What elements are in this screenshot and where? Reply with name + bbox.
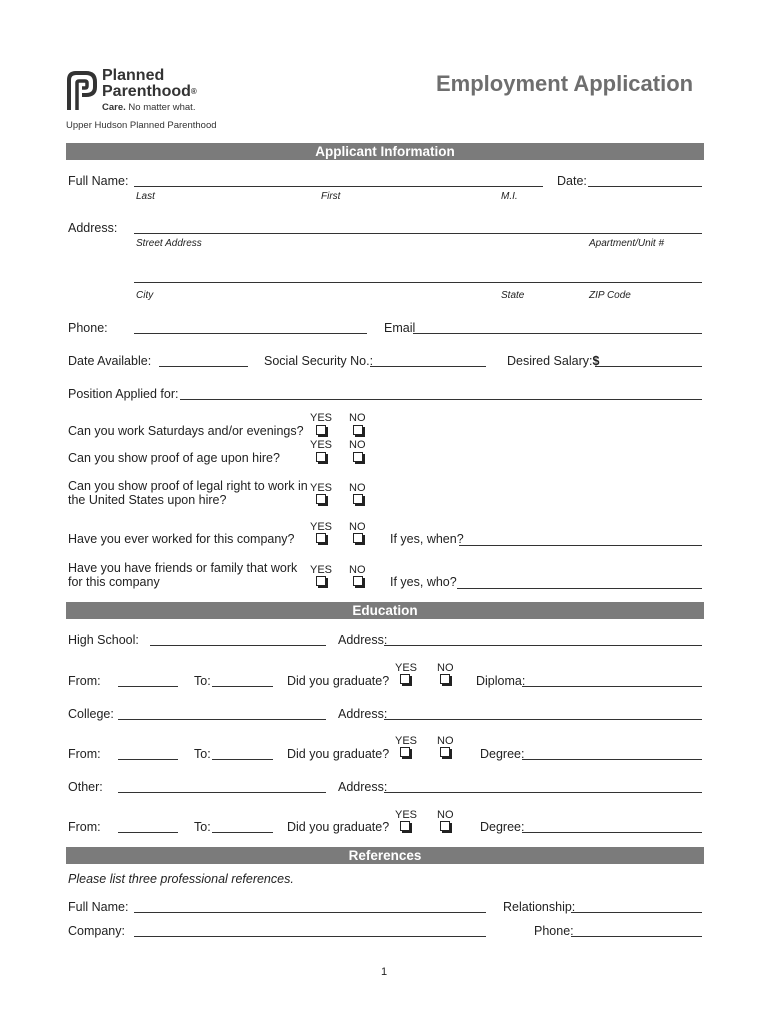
street-address-hint: Street Address	[136, 238, 202, 249]
q3-no-label: NO	[349, 482, 366, 494]
question-friends-family-line2: for this company	[68, 575, 160, 589]
hs-no-checkbox[interactable]	[440, 674, 450, 684]
worked-when-label: If yes, when?	[390, 532, 464, 546]
friends-who-field[interactable]	[457, 588, 702, 589]
other-to-field[interactable]	[212, 832, 273, 833]
apartment-hint: Apartment/Unit #	[589, 238, 665, 249]
zip-code-hint: ZIP Code	[589, 290, 631, 301]
section-applicant-information: Applicant Information	[66, 143, 704, 160]
org-name-line2: Parenthood	[102, 83, 191, 100]
other-from-label: From:	[68, 820, 101, 834]
question-worked-here: Have you ever worked for this company?	[68, 532, 295, 546]
first-name-hint: First	[321, 191, 341, 202]
salary-currency: $	[592, 354, 600, 368]
question-proof-of-age: Can you show proof of age upon hire?	[68, 451, 280, 465]
org-name	[102, 68, 197, 100]
diploma-field[interactable]	[522, 686, 702, 687]
registered-mark: ®	[190, 87, 197, 96]
org-name-line1: Planned	[102, 67, 165, 84]
reference-full-name-field[interactable]	[134, 912, 486, 913]
other-degree-field[interactable]	[522, 832, 702, 833]
date-label: Date:	[557, 174, 587, 188]
q4-no-checkbox[interactable]	[353, 533, 363, 543]
college-from-label: From:	[68, 747, 101, 761]
desired-salary-label	[507, 354, 599, 368]
affiliate-name: Upper Hudson Planned Parenthood	[66, 120, 217, 131]
reference-phone-label: Phone:	[534, 924, 574, 938]
q2-yes-checkbox[interactable]	[316, 452, 326, 462]
phone-field[interactable]	[134, 333, 367, 334]
q2-yes-label: YES	[310, 439, 333, 451]
q1-yes-label: YES	[310, 412, 333, 424]
last-name-hint: Last	[136, 191, 155, 202]
q1-yes-checkbox[interactable]	[316, 425, 326, 435]
references-instructions: Please list three professional references.	[68, 872, 294, 886]
high-school-label: High School:	[68, 633, 139, 647]
q5-no-label: NO	[349, 564, 366, 576]
other-degree-label: Degree:	[480, 820, 525, 834]
q1-no-label: NO	[349, 412, 366, 424]
college-field[interactable]	[118, 719, 326, 720]
tagline	[102, 102, 195, 113]
college-to-label: To:	[194, 747, 211, 761]
high-school-address-field[interactable]	[384, 645, 702, 646]
hs-yes-label: YES	[395, 662, 418, 674]
college-address-label: Address:	[338, 707, 388, 721]
q3-no-checkbox[interactable]	[353, 494, 363, 504]
q5-yes-checkbox[interactable]	[316, 576, 326, 586]
hs-to-label: To:	[194, 674, 211, 688]
q5-no-checkbox[interactable]	[353, 576, 363, 586]
other-to-label: To:	[194, 820, 211, 834]
hs-from-label: From:	[68, 674, 101, 688]
question-legal-right-line2: the United States upon hire?	[68, 493, 227, 507]
hs-graduate-label: Did you graduate?	[287, 674, 390, 688]
q3-yes-label: YES	[310, 482, 333, 494]
desired-salary-text: Desired Salary:	[507, 354, 593, 368]
company-field[interactable]	[134, 936, 486, 937]
other-no-label: NO	[437, 809, 454, 821]
hs-from-field[interactable]	[118, 686, 178, 687]
other-no-checkbox[interactable]	[440, 821, 450, 831]
position-label: Position Applied for:	[68, 387, 179, 401]
other-label: Other:	[68, 780, 103, 794]
company-label: Company:	[68, 924, 125, 938]
section-education: Education	[66, 602, 704, 619]
page-title: Employment Application	[436, 71, 694, 96]
desired-salary-field[interactable]	[595, 366, 702, 367]
q4-yes-checkbox[interactable]	[316, 533, 326, 543]
tagline-bold: Care.	[102, 102, 126, 113]
worked-when-field[interactable]	[459, 545, 702, 546]
friends-who-label: If yes, who?	[390, 575, 457, 589]
city-hint: City	[136, 290, 154, 301]
planned-parenthood-logo-icon	[66, 70, 98, 112]
college-address-field[interactable]	[384, 719, 702, 720]
q2-no-checkbox[interactable]	[353, 452, 363, 462]
relationship-field[interactable]	[571, 912, 702, 913]
high-school-field[interactable]	[150, 645, 326, 646]
state-hint: State	[501, 290, 525, 301]
other-address-label: Address:	[338, 780, 388, 794]
date-available-field[interactable]	[159, 366, 248, 367]
other-yes-label: YES	[395, 809, 418, 821]
college-to-field[interactable]	[212, 759, 273, 760]
date-field[interactable]	[588, 186, 702, 187]
q2-no-label: NO	[349, 439, 366, 451]
street-address-field[interactable]	[134, 233, 702, 234]
q3-yes-checkbox[interactable]	[316, 494, 326, 504]
full-name-field[interactable]	[134, 186, 543, 187]
date-available-label: Date Available:	[68, 354, 152, 368]
college-degree-label: Degree:	[480, 747, 525, 761]
hs-yes-checkbox[interactable]	[400, 674, 410, 684]
college-yes-checkbox[interactable]	[400, 747, 410, 757]
question-friends-family-line1: Have you have friends or family that work	[68, 561, 298, 575]
middle-initial-hint: M.I.	[501, 191, 518, 202]
question-saturdays: Can you work Saturdays and/or evenings?	[68, 424, 304, 438]
full-name-label: Full Name:	[68, 174, 129, 188]
q1-no-checkbox[interactable]	[353, 425, 363, 435]
hs-to-field[interactable]	[212, 686, 273, 687]
email-field[interactable]	[413, 333, 702, 334]
college-label: College:	[68, 707, 114, 721]
college-no-checkbox[interactable]	[440, 747, 450, 757]
q4-yes-label: YES	[310, 521, 333, 533]
other-graduate-label: Did you graduate?	[287, 820, 390, 834]
college-graduate-label: Did you graduate?	[287, 747, 390, 761]
ssn-field[interactable]	[370, 366, 486, 367]
q4-no-label: NO	[349, 521, 366, 533]
position-field[interactable]	[180, 399, 702, 400]
college-degree-field[interactable]	[522, 759, 702, 760]
reference-phone-field[interactable]	[571, 936, 702, 937]
relationship-label: Relationship:	[503, 900, 576, 914]
college-yes-label: YES	[395, 735, 418, 747]
other-yes-checkbox[interactable]	[400, 821, 410, 831]
q5-yes-label: YES	[310, 564, 333, 576]
other-address-field[interactable]	[384, 792, 702, 793]
address-label: Address:	[68, 221, 118, 235]
section-references: References	[66, 847, 704, 864]
phone-label: Phone:	[68, 321, 108, 335]
hs-no-label: NO	[437, 662, 454, 674]
tagline-rest: No matter what.	[128, 102, 196, 113]
high-school-address-label: Address:	[338, 633, 388, 647]
ssn-label: Social Security No.:	[264, 354, 374, 368]
diploma-label: Diploma:	[476, 674, 526, 688]
other-field[interactable]	[118, 792, 326, 793]
other-from-field[interactable]	[118, 832, 178, 833]
reference-full-name-label: Full Name:	[68, 900, 129, 914]
college-from-field[interactable]	[118, 759, 178, 760]
question-legal-right-line1: Can you show proof of legal right to work in	[68, 479, 308, 493]
email-label: Email	[384, 321, 416, 335]
city-state-zip-field[interactable]	[134, 282, 702, 283]
college-no-label: NO	[437, 735, 454, 747]
page-number: 1	[381, 966, 388, 978]
